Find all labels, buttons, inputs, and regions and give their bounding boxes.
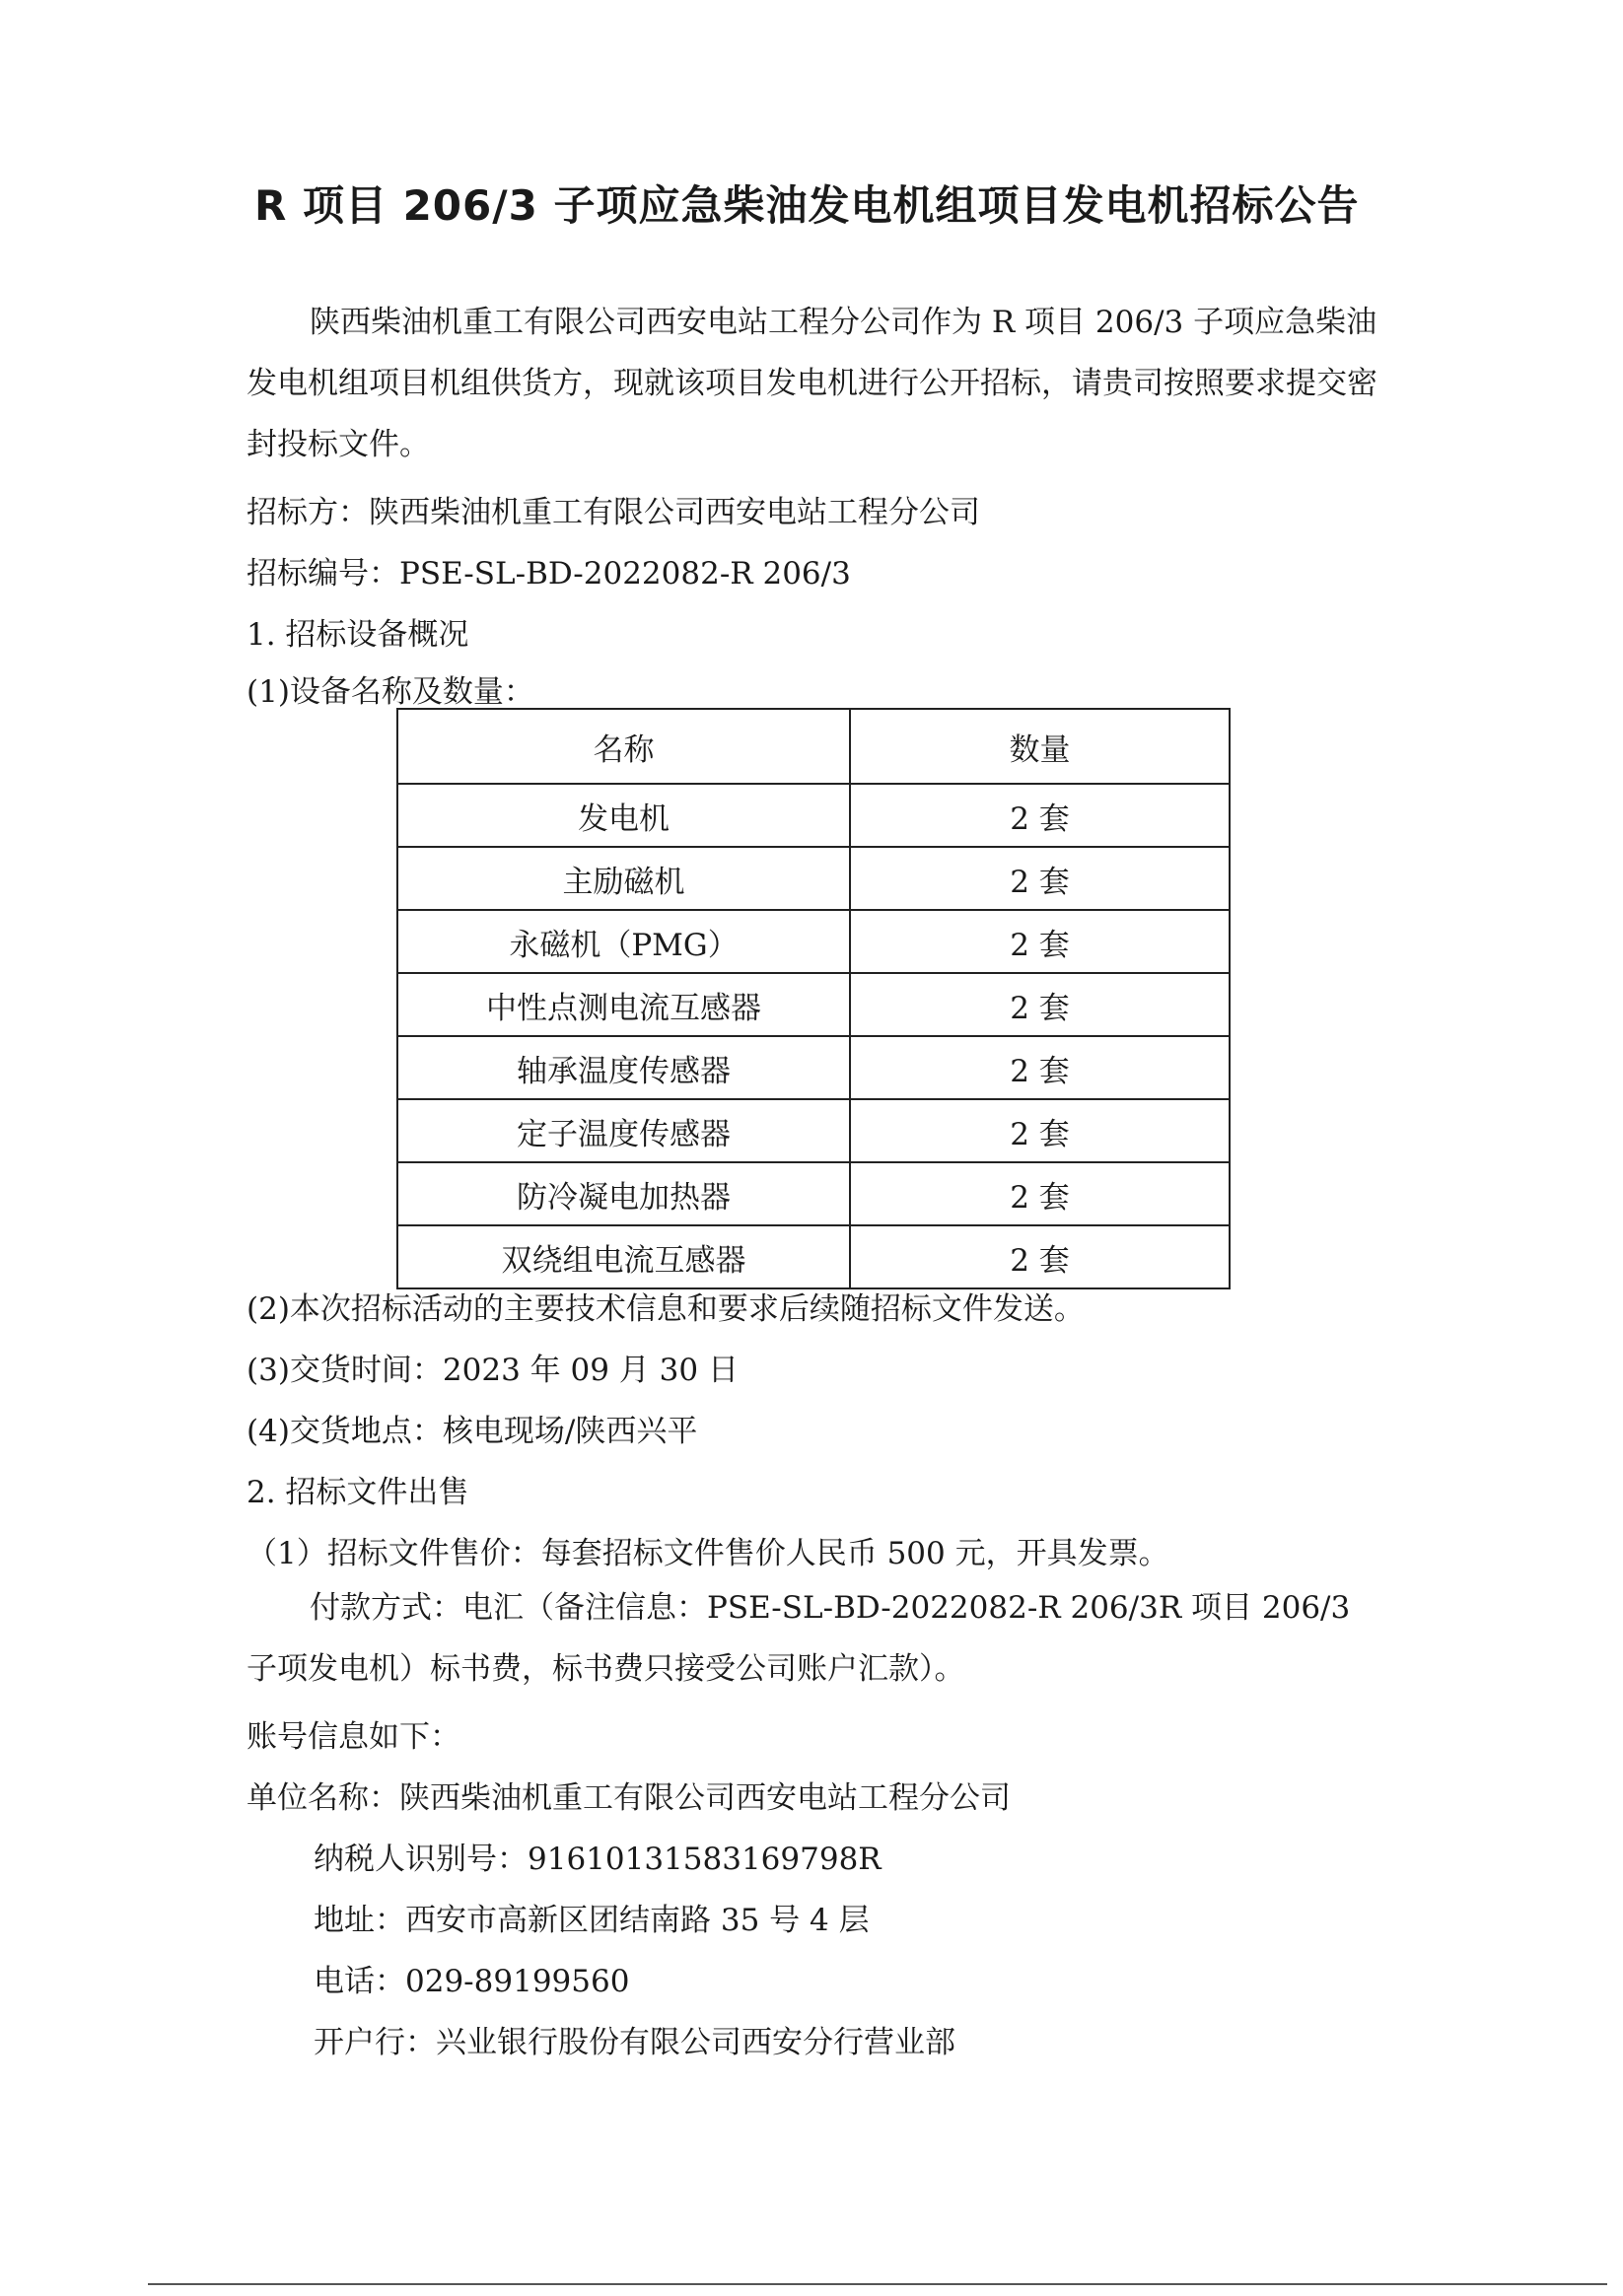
table-row (397, 973, 1230, 1036)
bottom-rule (148, 2283, 1607, 2285)
table-row (397, 1099, 1230, 1162)
equipment-name: 主励磁机 (397, 847, 850, 910)
equipment-quantity: 2 套 (850, 847, 1230, 910)
equipment-name: 轴承温度传感器 (397, 1036, 850, 1099)
equipment-name: 防冷凝电加热器 (397, 1162, 850, 1225)
equipment-name: 发电机 (397, 784, 850, 847)
intro-paragraph (247, 292, 1390, 475)
table-row (397, 784, 1230, 847)
payment-text: 付款方式：电汇（备注信息：PSE-SL-BD-2022082-R 206/3R 项目 206/3 子项发电机）标书费，标书费只接受公司账户汇款）。 (247, 1590, 1351, 1687)
equipment-quantity: 2 套 (850, 1099, 1230, 1162)
document-title: R 项目 206/3 子项应急柴油发电机组项目发电机招标公告 (254, 181, 1360, 230)
tax-id-line: 纳税人识别号：91610131583169798R (314, 1842, 882, 1877)
table-row (397, 847, 1230, 910)
item-1-line: (1)设备名称及数量： (247, 674, 534, 710)
account-info-title: 账号信息如下： (247, 1719, 460, 1755)
intro-text: 陕西柴油机重工有限公司西安电站工程分公司作为 R 项目 206/3 子项应急柴油发电机组项目机组供货方，现就该项目发电机进行公开招标，请贵司按照要求提交密封投标文件。 (247, 305, 1377, 462)
sale-price-line: （1）招标文件售价：每套招标文件售价人民币 500 元，开具发票。 (247, 1536, 1169, 1571)
item-3-line: (3)交货时间：2023 年 09 月 30 日 (247, 1353, 739, 1388)
section-2-heading: 2. 招标文件出售 (247, 1475, 469, 1510)
equipment-quantity: 2 套 (850, 973, 1230, 1036)
equipment-quantity: 2 套 (850, 784, 1230, 847)
tenderer-line: 招标方：陕西柴油机重工有限公司西安电站工程分公司 (247, 495, 980, 530)
header-name: 名称 (397, 709, 850, 784)
item-4-line: (4)交货地点：核电现场/陕西兴平 (247, 1414, 698, 1449)
table-header-row (397, 709, 1230, 784)
item-2-line: (2)本次招标活动的主要技术信息和要求后续随招标文件发送。 (247, 1291, 1085, 1327)
header-quantity: 数量 (850, 709, 1230, 784)
equipment-quantity: 2 套 (850, 1162, 1230, 1225)
equipment-name: 双绕组电流互感器 (397, 1225, 850, 1288)
equipment-quantity: 2 套 (850, 1225, 1230, 1288)
table-row (397, 910, 1230, 973)
section-1-heading: 1. 招标设备概况 (247, 617, 469, 653)
bank-line: 开户行：兴业银行股份有限公司西安分行营业部 (314, 2025, 955, 2060)
equipment-name: 定子温度传感器 (397, 1099, 850, 1162)
table-row (397, 1036, 1230, 1099)
phone-line: 电话：029-89199560 (314, 1964, 630, 1999)
equipment-quantity: 2 套 (850, 1036, 1230, 1099)
table-row (397, 1225, 1230, 1288)
equipment-quantity: 2 套 (850, 910, 1230, 973)
payment-paragraph (247, 1577, 1390, 1700)
address-line: 地址：西安市高新区团结南路 35 号 4 层 (314, 1903, 870, 1938)
equipment-table (396, 708, 1231, 1289)
tender-number-line: 招标编号：PSE-SL-BD-2022082-R 206/3 (247, 556, 851, 591)
equipment-name: 中性点测电流互感器 (397, 973, 850, 1036)
equipment-name: 永磁机（PMG） (397, 910, 850, 973)
table-row (397, 1162, 1230, 1225)
company-name-line: 单位名称：陕西柴油机重工有限公司西安电站工程分公司 (247, 1780, 1011, 1816)
